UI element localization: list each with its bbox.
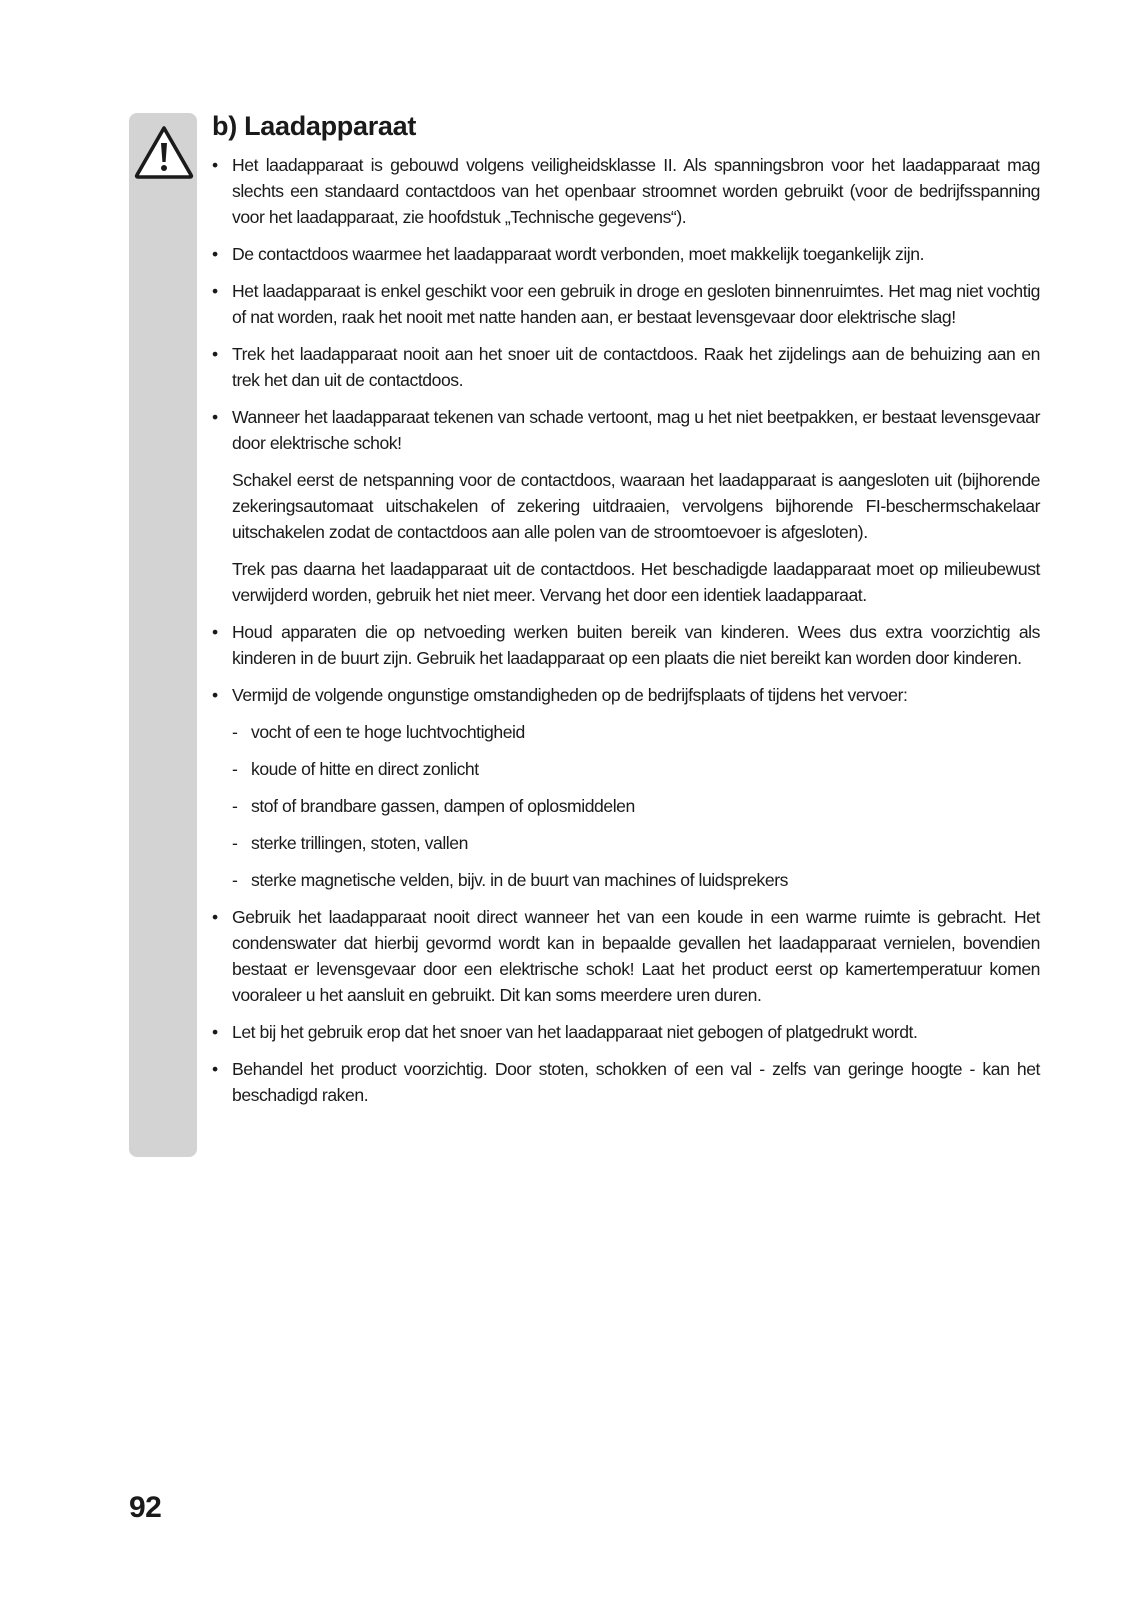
sub-list-item: - sterke magnetische velden, bijv. in de buurt van machines of luidsprekers [212,867,1040,893]
section-title: b) Laadapparaat [212,111,417,141]
list-paragraph: Trek pas daarna het laadapparaat uit de contactdoos. Het beschadigde laadapparaat moet op milieubewust verwijderd worden, gebruik het niet meer. Vervang het door een identiek laadapparaat. [232,559,1040,605]
list-item: • Houd apparaten die op netvoeding werken buiten bereik van kinderen. Wees dus extra voorzichtig als kinderen in de buurt zijn. Gebruik het laadapparaat op een plaats die niet bereikt kan worden door kinderen. [212,619,1040,671]
sub-list-item: - vocht of een te hoge luchtvochtigheid [212,719,1040,745]
list-item: • Trek het laadapparaat nooit aan het snoer uit de contactdoos. Raak het zijdelings aan de behuizing aan en trek het dan uit de contactdoos. [212,341,1040,393]
list-item: • Behandel het product voorzichtig. Door stoten, schokken of een val - zelfs van geringe hoogte - kan het beschadigd raken. [212,1056,1040,1108]
list-item: • Het laadapparaat is gebouwd volgens veiligheidsklasse II. Als spanningsbron voor het laadapparaat mag slechts een standaard contactdoos van het openbaar stroomnet worden gebruikt (voor de bedrijfsspanning voor het laadapparaat, zie hoofdstuk „Technische gegevens“). [212,152,1040,230]
sub-list-item: - stof of brandbare gassen, dampen of oplosmiddelen [212,793,1040,819]
page-number: 92 [129,1491,162,1524]
section-content [212,108,1040,1119]
warning-sidebar [129,113,197,1157]
list-item: • Wanneer het laadapparaat tekenen van schade vertoont, mag u het niet beetpakken, er bestaat levensgevaar door elektrische schok! [212,404,1040,456]
list-item: • Gebruik het laadapparaat nooit direct wanneer het van een koude in een warme ruimte is gebracht. Het condenswater dat hierbij gevormd wordt kan in bepaalde gevallen het laadapparaat vernielen, bovendien bestaat er levensgevaar door een elektrische schok! Laat het product eerst op kamertemperatuur komen vooraleer u het aansluit en gebruikt. Dit kan soms meerdere uren duren. [212,904,1040,1008]
list-item: • De contactdoos waarmee het laadapparaat wordt verbonden, moet makkelijk toegankelijk zijn. [212,241,1040,267]
list-item: • Het laadapparaat is enkel geschikt voor een gebruik in droge en gesloten binnenruimtes. Het mag niet vochtig of nat worden, raak het nooit met natte handen aan, er bestaat levensgevaar door elektrische slag! [212,278,1040,330]
list-item: • Let bij het gebruik erop dat het snoer van het laadapparaat niet gebogen of platgedrukt wordt. [212,1019,1040,1045]
list-paragraph: Schakel eerst de netspanning voor de contactdoos, waaraan het laadapparaat is aangesloten uit (bijhorende zekeringsautomaat uitschakelen of zekering uitdraaien, vervolgens bijhorende FI-beschermschakelaar uitschakelen zodat de contactdoos aan alle polen van de stroomtoevoer is afgesloten). [232,470,1040,542]
sub-list-item: - koude of hitte en direct zonlicht [212,756,1040,782]
list-item: • Vermijd de volgende ongunstige omstandigheden op de bedrijfsplaats of tijdens het vervoer: [212,682,1040,708]
safety-list [212,152,1040,1108]
sub-list-item: - sterke trillingen, stoten, vallen [212,830,1040,856]
warning-triangle-icon [133,124,195,180]
